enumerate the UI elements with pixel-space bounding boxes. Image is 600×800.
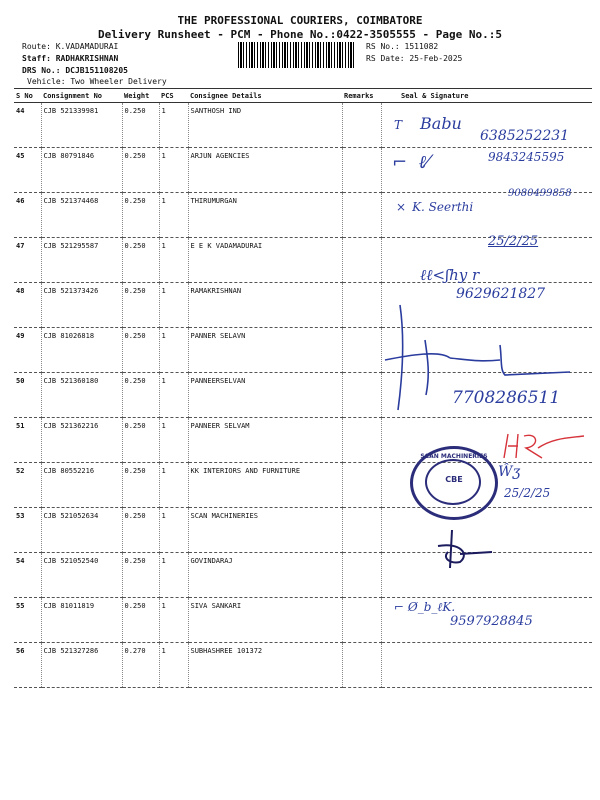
table-row: [14, 508, 592, 553]
weight-cell: 0.250: [122, 598, 159, 643]
weight-cell: 0.250: [122, 553, 159, 598]
handwritten-phone-44: 6385252231: [480, 128, 570, 144]
vehicle-label: Vehicle: Two Wheeler Delivery: [27, 77, 167, 86]
col-header-weight: Weight: [122, 89, 159, 103]
sno-cell: 46: [14, 193, 41, 238]
consignee-cell: PANNEERSELVAN: [188, 373, 342, 418]
signature-cell: [381, 238, 592, 283]
consignee-cell: THIRUMURGAN: [188, 193, 342, 238]
staff-name: RADHAKRISHNAN: [55, 54, 119, 63]
weight-cell: 0.250: [122, 283, 159, 328]
consignee-cell: KK INTERIORS AND FURNITURE: [188, 463, 342, 508]
table-header-row: [14, 89, 592, 103]
pcs-cell: 1: [159, 553, 188, 598]
consignment-cell: CJB 521327286: [41, 643, 122, 688]
pcs-cell: 1: [159, 238, 188, 283]
handwritten-signature-46: × K. Seerthi: [396, 200, 474, 214]
remarks-cell: [342, 103, 381, 148]
pcs-cell: 1: [159, 643, 188, 688]
remarks-cell: [342, 148, 381, 193]
sno-cell: 51: [14, 418, 41, 463]
consignment-cell: CJB 521360180: [41, 373, 122, 418]
consignee-cell: SIVA SANKARI: [188, 598, 342, 643]
table-row: [14, 643, 592, 688]
sno-cell: 44: [14, 103, 41, 148]
handwritten-signature-48: ℓℓ<ʃhy r: [420, 266, 480, 284]
stamp-city: CBE: [445, 475, 463, 484]
col-header-consignment: Consignment No: [41, 89, 122, 103]
route-label: Route: K.VADAMADURAI: [22, 42, 119, 51]
consignee-cell: PANNEER SELVAM: [188, 418, 342, 463]
pcs-cell: 1: [159, 373, 188, 418]
sno-cell: 47: [14, 238, 41, 283]
barcode: [238, 42, 356, 68]
consignee-cell: SANTHOSH IND: [188, 103, 342, 148]
consignment-cell: CJB 521339981: [41, 103, 122, 148]
pcs-cell: 1: [159, 418, 188, 463]
handwritten-phone-45: 9843245595: [488, 150, 565, 164]
runsheet-subtitle: Delivery Runsheet - PCM - Phone No.:0422-3505555 - Page No.:5: [98, 28, 502, 41]
pcs-cell: 1: [159, 148, 188, 193]
rs-number: RS No.: 1511082: [366, 42, 439, 51]
rs-date: RS Date: 25-Feb-2025: [366, 54, 463, 63]
handwritten-phone-48: 9629621827: [456, 286, 546, 302]
consignment-cell: CJB 521052540: [41, 553, 122, 598]
remarks-cell: [342, 553, 381, 598]
remarks-cell: [342, 463, 381, 508]
sno-cell: 49: [14, 328, 41, 373]
col-header-seal-signature: Seal & Signature: [381, 89, 592, 103]
sno-cell: 45: [14, 148, 41, 193]
sno-cell: 54: [14, 553, 41, 598]
staff-line: [22, 54, 118, 63]
handwritten-signature-44: T Babu: [394, 114, 462, 133]
pcs-cell: 1: [159, 463, 188, 508]
remarks-cell: [342, 238, 381, 283]
signature-55: [430, 524, 500, 574]
consignee-cell: SUBHASHREE 101372: [188, 643, 342, 688]
consignee-cell: PANNER SELAVN: [188, 328, 342, 373]
handwritten-date-53: 25/2/25: [504, 486, 551, 500]
consignee-cell: GOVINDARAJ: [188, 553, 342, 598]
col-header-sno: S No: [14, 89, 41, 103]
table-row: [14, 193, 592, 238]
remarks-cell: [342, 283, 381, 328]
remarks-cell: [342, 373, 381, 418]
signature-cell: [381, 643, 592, 688]
sno-cell: 52: [14, 463, 41, 508]
consignee-cell: SCAN MACHINERIES: [188, 508, 342, 553]
weight-cell: 0.250: [122, 463, 159, 508]
col-header-consignee: Consignee Details: [188, 89, 342, 103]
sno-cell: 56: [14, 643, 41, 688]
pcs-cell: 1: [159, 193, 188, 238]
consignment-cell: CJB 80791846: [41, 148, 122, 193]
pcs-cell: 1: [159, 283, 188, 328]
red-signature-52: [498, 428, 588, 468]
handwritten-mark-45: ⌐ ℓ⁄: [392, 152, 430, 173]
consignment-cell: CJB 80552216: [41, 463, 122, 508]
weight-cell: 0.250: [122, 373, 159, 418]
handwritten-initials-53: Ŵʒ: [498, 464, 521, 480]
stamp-text: SCAN MACHINERIES: [420, 453, 488, 460]
company-title: THE PROFESSIONAL COURIERS, COIMBATORE: [177, 14, 423, 27]
drs-number: DCJB151108205: [65, 66, 128, 75]
pcs-cell: 1: [159, 328, 188, 373]
table-row: [14, 553, 592, 598]
weight-cell: 0.270: [122, 643, 159, 688]
weight-cell: 0.250: [122, 418, 159, 463]
handwritten-phone-56: 9597928845: [450, 614, 533, 629]
handwritten-phone-51: 7708286511: [452, 388, 561, 408]
consignee-cell: ARJUN AGENCIES: [188, 148, 342, 193]
weight-cell: 0.250: [122, 238, 159, 283]
pcs-cell: 1: [159, 508, 188, 553]
remarks-cell: [342, 193, 381, 238]
weight-cell: 0.250: [122, 148, 159, 193]
staff-label: Staff:: [22, 54, 56, 63]
weight-cell: 0.250: [122, 103, 159, 148]
consignment-cell: CJB 81026818: [41, 328, 122, 373]
handwritten-signature-56: ⌐ Ø_b_ℓK.: [394, 600, 456, 614]
remarks-cell: [342, 598, 381, 643]
sno-cell: 53: [14, 508, 41, 553]
drs-line: [22, 66, 128, 75]
consignment-cell: CJB 521362216: [41, 418, 122, 463]
remarks-cell: [342, 328, 381, 373]
pcs-cell: 1: [159, 598, 188, 643]
consignee-cell: RAMAKRISHNAN: [188, 283, 342, 328]
consignment-cell: CJB 521373426: [41, 283, 122, 328]
consignment-cell: CJB 521374468: [41, 193, 122, 238]
drs-label: DRS No.:: [22, 66, 66, 75]
remarks-cell: [342, 418, 381, 463]
consignment-cell: CJB 81011819: [41, 598, 122, 643]
col-header-remarks: Remarks: [342, 89, 381, 103]
weight-cell: 0.250: [122, 508, 159, 553]
sno-cell: 50: [14, 373, 41, 418]
weight-cell: 0.250: [122, 328, 159, 373]
sno-cell: 55: [14, 598, 41, 643]
col-header-pcs: PCS: [159, 89, 188, 103]
handwritten-phone-46: 9080499858: [508, 188, 572, 199]
weight-cell: 0.250: [122, 193, 159, 238]
consignee-cell: E E K VADAMADURAI: [188, 238, 342, 283]
remarks-cell: [342, 508, 381, 553]
consignment-cell: CJB 521295587: [41, 238, 122, 283]
company-seal-stamp: [410, 446, 498, 520]
sno-cell: 48: [14, 283, 41, 328]
handwritten-date-47: 25/2/25: [488, 234, 539, 249]
pcs-cell: 1: [159, 103, 188, 148]
consignment-cell: CJB 521052634: [41, 508, 122, 553]
remarks-cell: [342, 643, 381, 688]
